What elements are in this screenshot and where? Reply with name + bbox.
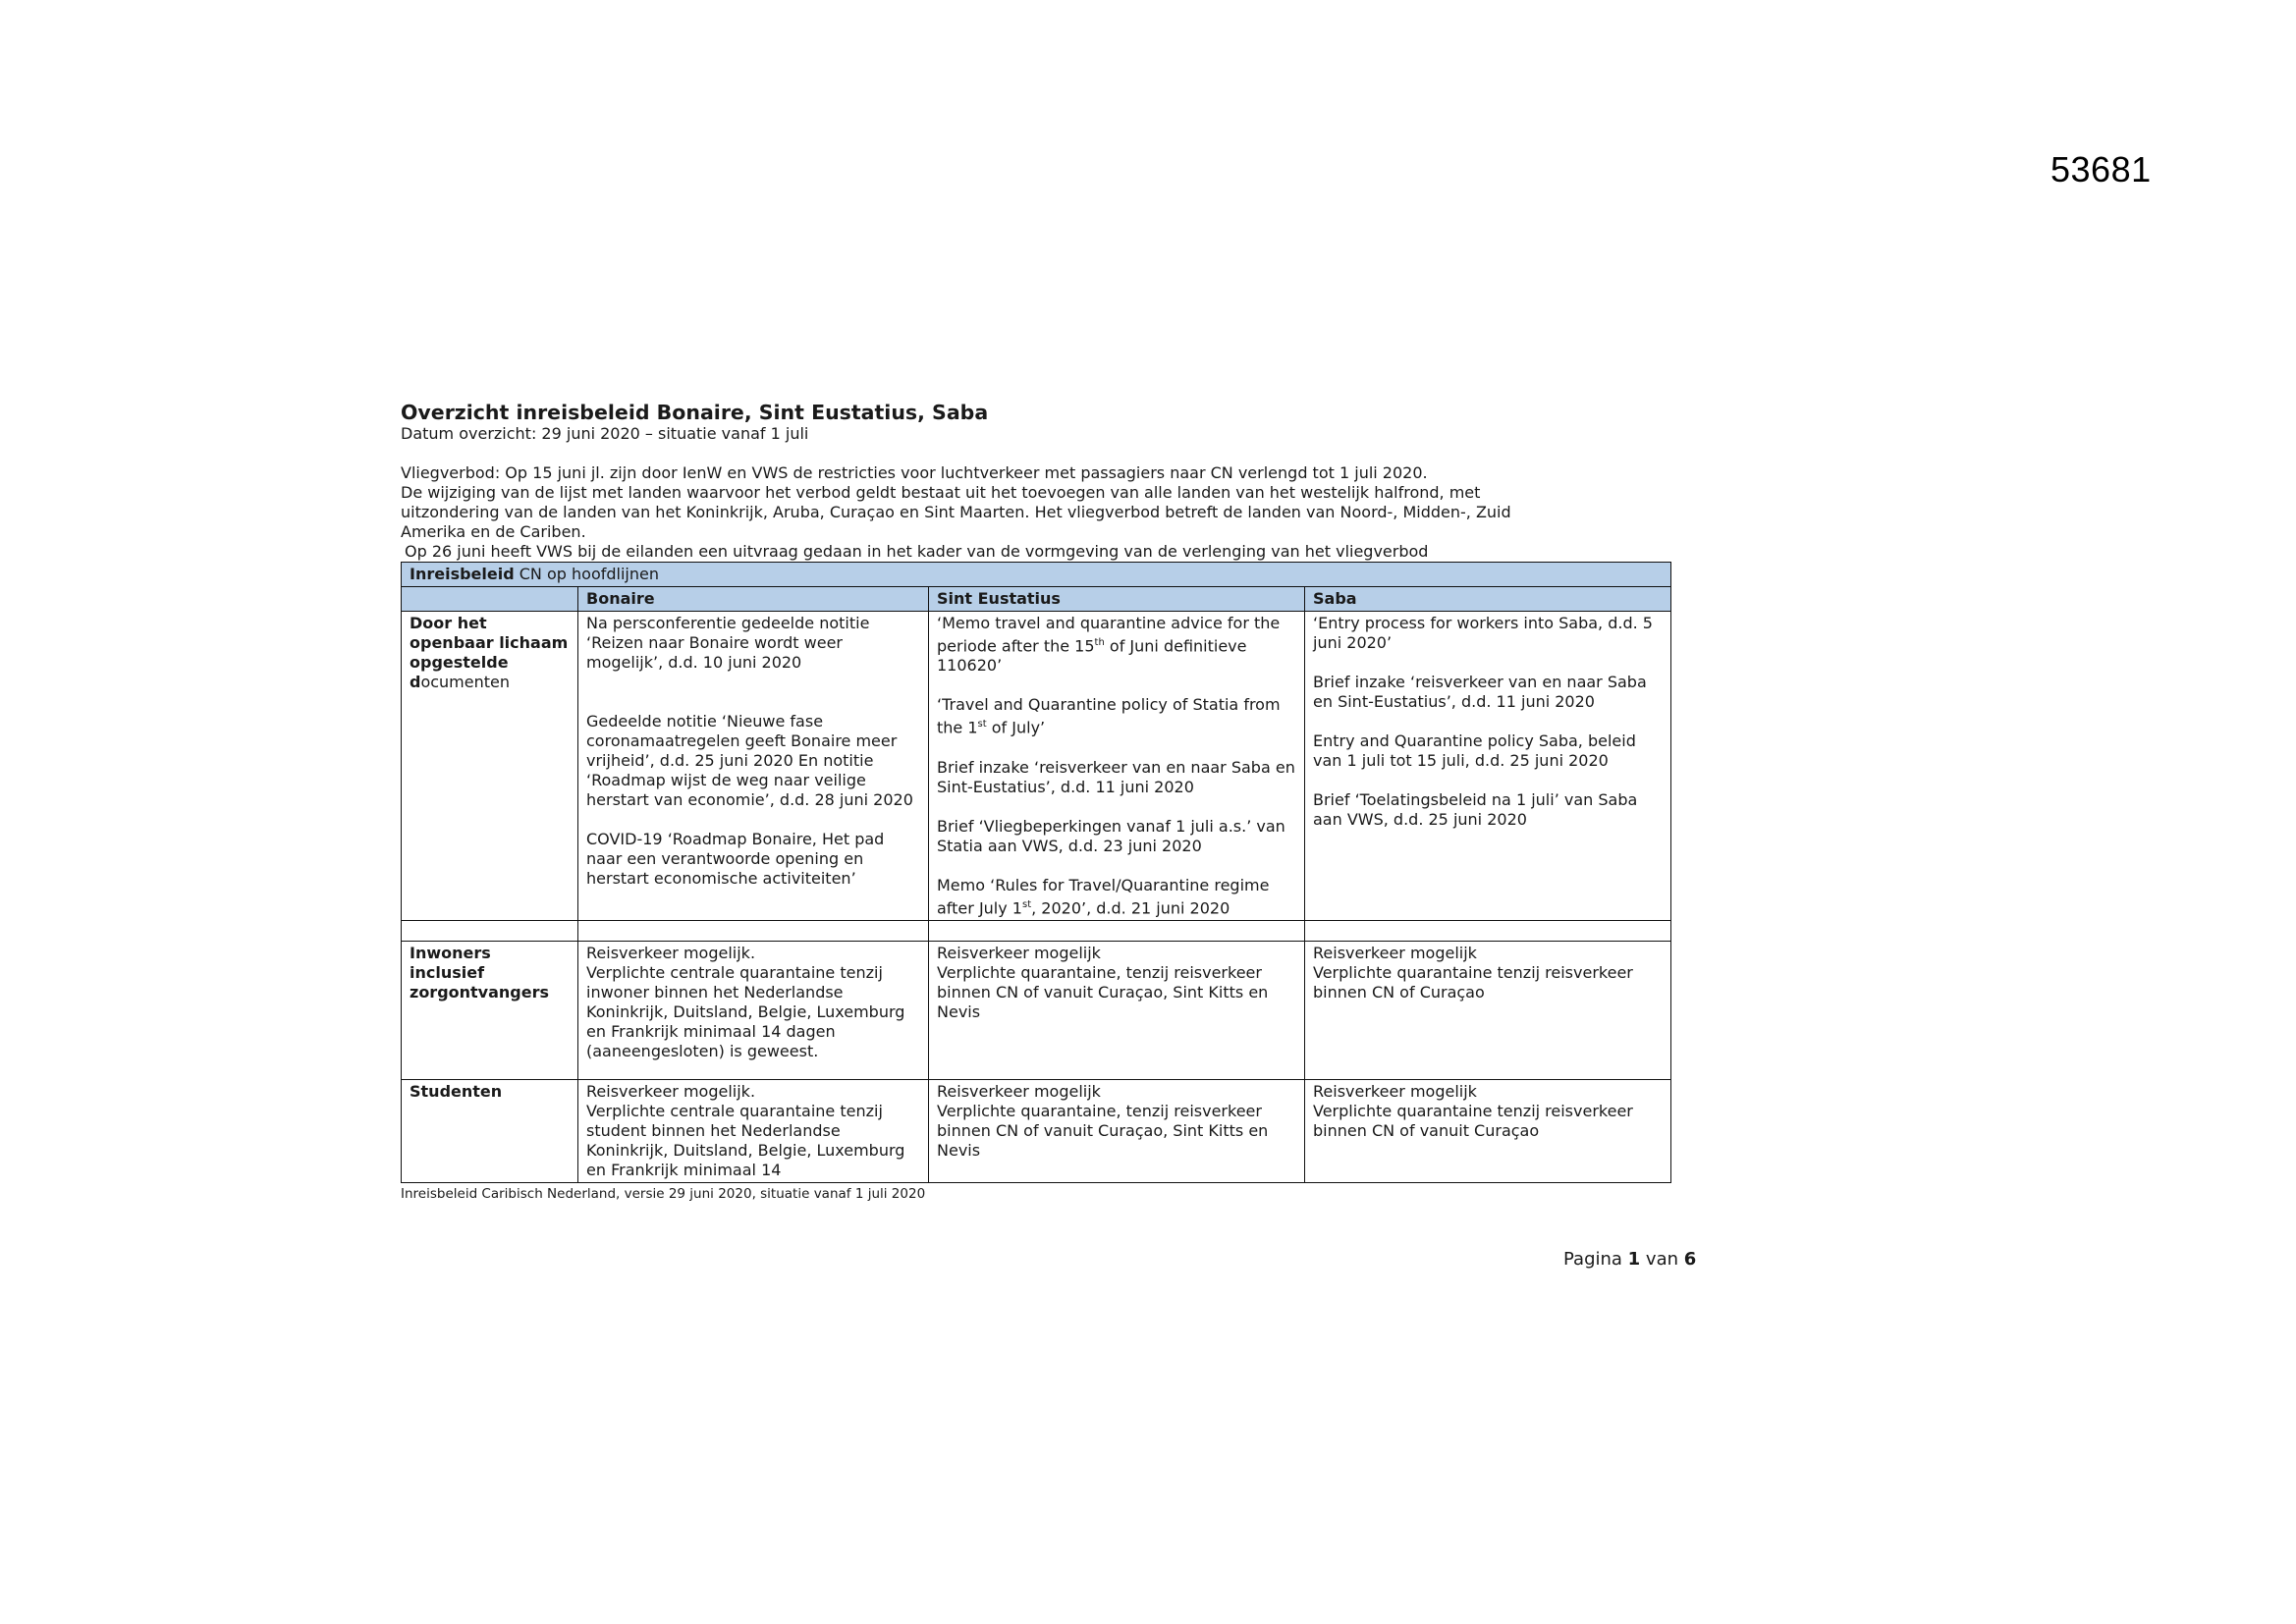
page-total: 6 bbox=[1683, 1249, 1697, 1270]
cell-paragraph: Memo ‘Rules for Travel/Quarantine regime after July 1st, 2020’, d.d. 21 juni 2020 bbox=[937, 875, 1270, 917]
intro-line: Op 26 juni heeft VWS bij de eilanden een uitvraag gedaan in het kader van de vormgeving van de verlenging van het vliegverbod bbox=[405, 542, 1429, 561]
cell-eustatius-studenten bbox=[929, 1079, 1305, 1182]
cell-paragraph: Reisverkeer mogelijk Verplichte quarantaine tenzij reisverkeer binnen CN of Curaçao bbox=[1313, 943, 1633, 1001]
column-header-bonaire: Bonaire bbox=[578, 587, 929, 612]
cell-paragraph: Na persconferentie gedeelde notitie ‘Reizen naar Bonaire wordt weer mogelijk’, d.d. 10 juni 2020 bbox=[586, 614, 870, 672]
column-header-saba: Saba bbox=[1305, 587, 1671, 612]
document-number: 53681 bbox=[2050, 149, 2152, 189]
intro-line: uitzondering van de landen van het Koninkrijk, Aruba, Curaçao en Sint Maarten. Het vliegverbod betreft de landen van Noord-, Midden-, Zuid bbox=[401, 503, 1511, 521]
cell-bonaire-inwoners bbox=[578, 941, 929, 1079]
cell-saba-inwoners bbox=[1305, 941, 1671, 1079]
document-page bbox=[401, 401, 1693, 1203]
cell-paragraph: Brief inzake ‘reisverkeer van en naar Saba en Sint-Eustatius’, d.d. 11 juni 2020 bbox=[1313, 673, 1647, 711]
cell-paragraph: Brief ‘Vliegbeperkingen vanaf 1 juli a.s.’ van Statia aan VWS, d.d. 23 juni 2020 bbox=[937, 816, 1285, 855]
table-header-bold: Inreisbeleid bbox=[410, 565, 515, 583]
intro-line: Vliegverbod: Op 15 juni jl. zijn door IenW en VWS de restricties voor luchtverkeer met passagiers naar CN verlengd tot 1 juli 2020. bbox=[401, 463, 1428, 482]
table-header-rest: CN op hoofdlijnen bbox=[514, 565, 659, 583]
cell-bonaire-documenten bbox=[578, 612, 929, 921]
cell-bonaire-studenten bbox=[578, 1079, 929, 1182]
spacer-cell bbox=[578, 920, 929, 941]
cell-paragraph: ‘Entry process for workers into Saba, d.d. 5 juni 2020’ bbox=[1313, 614, 1653, 652]
column-header-row bbox=[402, 587, 1671, 612]
cell-paragraph: COVID-19 ‘Roadmap Bonaire, Het pad naar een verantwoorde opening en herstart economische activiteiten’ bbox=[586, 830, 885, 888]
table-header-title bbox=[402, 563, 1671, 587]
table-row bbox=[402, 612, 1671, 921]
document-subtitle: Datum overzicht: 29 juni 2020 – situatie vanaf 1 juli bbox=[401, 424, 809, 443]
cell-paragraph: Brief ‘Toelatingsbeleid na 1 juli’ van Saba aan VWS, d.d. 25 juni 2020 bbox=[1313, 790, 1638, 829]
policy-table bbox=[401, 562, 1671, 1183]
cell-paragraph: Gedeelde notitie ‘Nieuwe fase coronamaatregelen geeft Bonaire meer vrijheid’, d.d. 25 juni 2020 En notitie ‘Roadmap wijst de weg naar veilige herstart van economie’, d.d. 28 juni 2020 bbox=[586, 712, 913, 809]
row-label-studenten: Studenten bbox=[402, 1079, 578, 1182]
row-label-inwoners: Inwoners inclusief zorgontvangers bbox=[402, 941, 578, 1079]
cell-eustatius-documenten bbox=[929, 612, 1305, 921]
spacer-cell bbox=[1305, 920, 1671, 941]
cell-paragraph: ‘Travel and Quarantine policy of Statia from the 1st of July’ bbox=[937, 695, 1281, 737]
page-current: 1 bbox=[1627, 1249, 1641, 1270]
table-spacer-row bbox=[402, 920, 1671, 941]
intro-line: Amerika en de Cariben. bbox=[401, 522, 586, 541]
intro-line: De wijziging van de lijst met landen waarvoor het verbod geldt bestaat uit het toevoegen van alle landen van het westelijk halfrond, met bbox=[401, 483, 1481, 502]
cell-saba-documenten bbox=[1305, 612, 1671, 921]
page-number: Pagina 1 van 6 bbox=[1563, 1249, 1697, 1270]
spacer-cell bbox=[929, 920, 1305, 941]
cell-paragraph: Reisverkeer mogelijk. Verplichte centrale quarantaine tenzij inwoner binnen het Nederlandse Koninkrijk, Duitsland, Belgie, Luxemburg en Frankrijk minimaal 14 dagen (aaneengesloten) is geweest. bbox=[586, 943, 905, 1060]
cell-paragraph: Brief inzake ‘reisverkeer van en naar Saba en Sint-Eustatius’, d.d. 11 juni 2020 bbox=[937, 757, 1295, 796]
column-header-eustatius: Sint Eustatius bbox=[929, 587, 1305, 612]
cell-paragraph: Reisverkeer mogelijk. Verplichte centrale quarantaine tenzij student binnen het Nederlandse Koninkrijk, Duitsland, Belgie, Luxemburg en Frankrijk minimaal 14 bbox=[586, 1081, 905, 1179]
row-label-documenten: Door het openbaar lichaam opgestelde documenten bbox=[402, 612, 578, 921]
spacer-cell bbox=[402, 920, 578, 941]
cell-saba-studenten bbox=[1305, 1079, 1671, 1182]
table-row bbox=[402, 1079, 1671, 1182]
cell-paragraph: ‘Memo travel and quarantine advice for the periode after the 15th of Juni definitieve 110620’ bbox=[937, 614, 1281, 676]
cell-paragraph: Reisverkeer mogelijk Verplichte quarantaine, tenzij reisverkeer binnen CN of vanuit Curaçao, Sint Kitts en Nevis bbox=[937, 943, 1269, 1021]
table-header-band bbox=[402, 563, 1671, 587]
column-header-empty bbox=[402, 587, 578, 612]
cell-paragraph: Reisverkeer mogelijk Verplichte quarantaine tenzij reisverkeer binnen CN of vanuit Curaçao bbox=[1313, 1081, 1633, 1140]
intro-text bbox=[401, 463, 1693, 562]
cell-paragraph: Entry and Quarantine policy Saba, beleid van 1 juli tot 15 juli, d.d. 25 juni 2020 bbox=[1313, 731, 1636, 770]
document-title: Overzicht inreisbeleid Bonaire, Sint Eustatius, Saba bbox=[401, 401, 989, 424]
table-row bbox=[402, 941, 1671, 1079]
cell-eustatius-inwoners bbox=[929, 941, 1305, 1079]
footer-note: Inreisbeleid Caribisch Nederland, versie 29 juni 2020, situatie vanaf 1 juli 2020 bbox=[401, 1185, 926, 1202]
cell-paragraph: Reisverkeer mogelijk Verplichte quarantaine, tenzij reisverkeer binnen CN of vanuit Curaçao, Sint Kitts en Nevis bbox=[937, 1081, 1269, 1160]
